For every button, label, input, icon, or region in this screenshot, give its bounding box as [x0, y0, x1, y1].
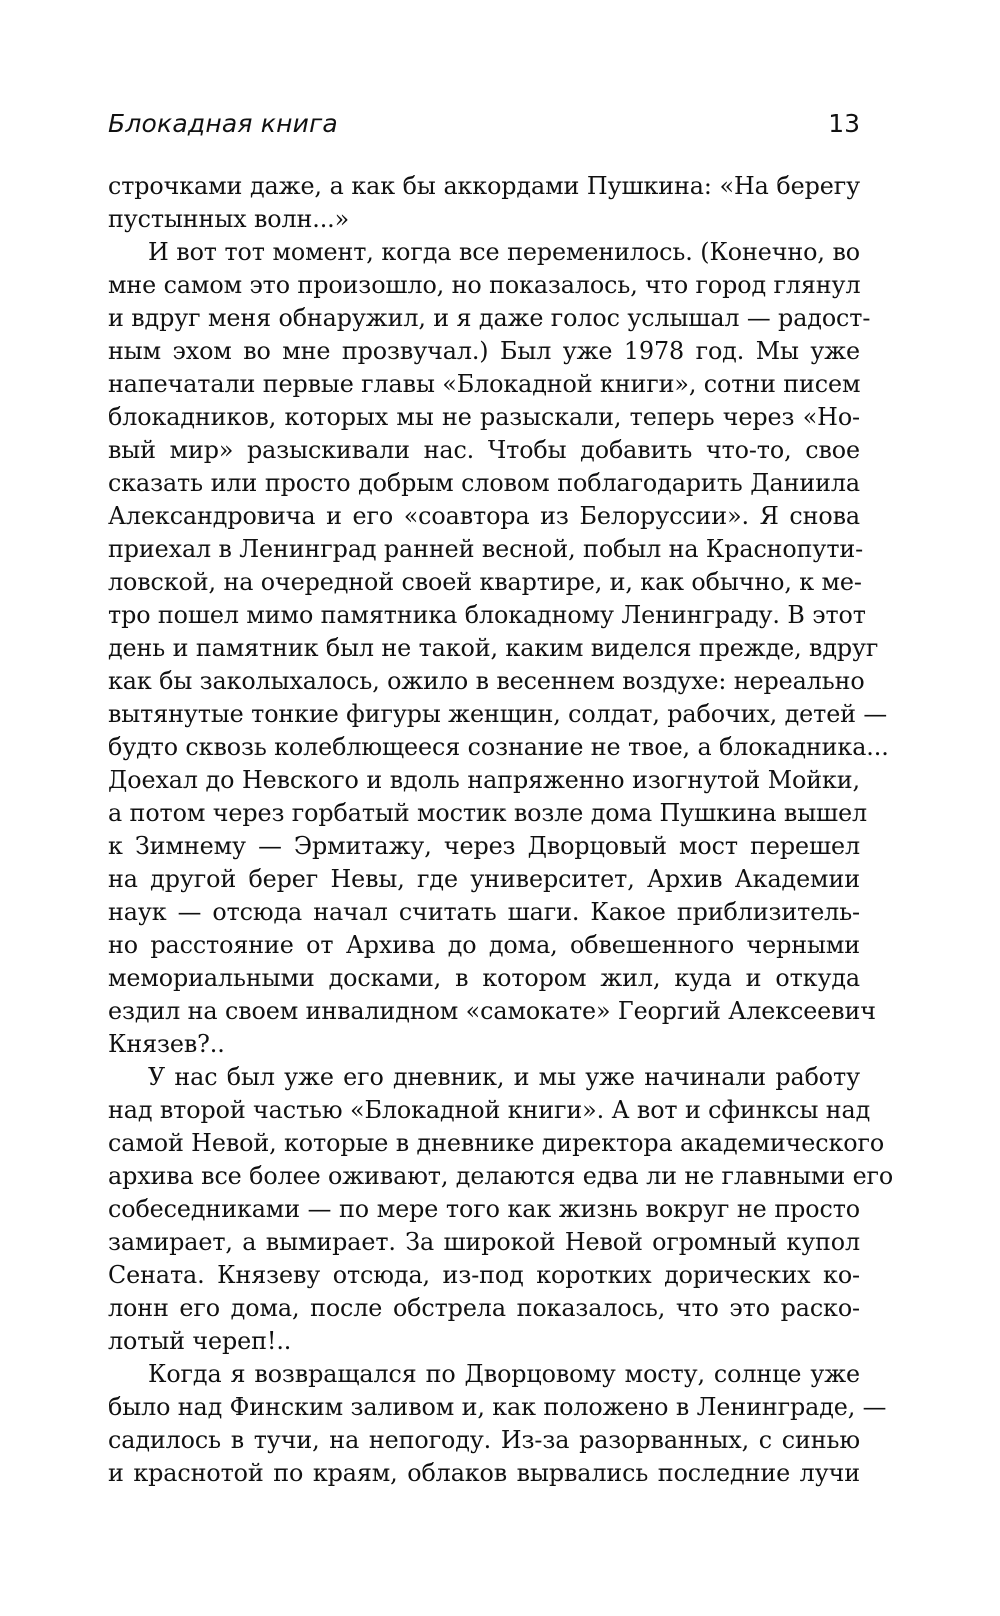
running-title: Блокадная книга	[108, 109, 338, 138]
text-line: как бы заколыхалось, ожило в весеннем воздухе: нереально	[108, 667, 865, 695]
text-line: и вдруг меня обнаружил, и я даже голос услышал — радост-	[108, 304, 871, 332]
text-line: пустынных волн...»	[108, 205, 350, 233]
text-line: строчками даже, а как бы аккордами Пушкина: «На берегу	[108, 172, 860, 200]
text-line: самой Невой, которые в дневнике директора академического	[108, 1129, 885, 1157]
text-line: И вот тот момент, когда все переменилось. (Конечно, во	[148, 238, 860, 266]
text-line: но расстояние от Архива до дома, обвешенного черными	[108, 931, 860, 959]
text-line: над второй частью «Блокадной книги». А вот и сфинксы над	[108, 1096, 871, 1124]
text-line: мне самом это произошло, но показалось, что город глянул	[108, 271, 861, 299]
text-line: замирает, а вымирает. За широкой Невой огромный купол	[108, 1228, 860, 1256]
page-number: 13	[828, 109, 860, 138]
text-line: ловской, на очередной своей квартире, и, как обычно, к ме-	[108, 568, 862, 596]
text-line: ездил на своем инвалидном «самокате» Георгий Алексеевич	[108, 997, 876, 1025]
text-line: сказать или просто добрым словом поблагодарить Даниила	[108, 469, 860, 497]
text-line: напечатали первые главы «Блокадной книги», сотни писем	[108, 370, 861, 398]
text-line: вытянутые тонкие фигуры женщин, солдат, рабочих, детей —	[108, 700, 888, 728]
text-line: мемориальными досками, в котором жил, куда и откуда	[108, 964, 860, 992]
text-line: Князев?..	[108, 1030, 225, 1058]
text-line: и краснотой по краям, облаков вырвались последние лучи	[108, 1459, 860, 1487]
text-line: У нас был уже его дневник, и мы уже начинали работу	[148, 1063, 860, 1091]
body-text	[108, 170, 894, 1490]
text-line: блокадников, которых мы не разыскали, теперь через «Но-	[108, 403, 860, 431]
text-line: наук — отсюда начал считать шаги. Какое приблизитель-	[108, 898, 860, 926]
text-line: вый мир» разыскивали нас. Чтобы добавить что-то, свое	[108, 436, 860, 464]
text-line: приехал в Ленинград ранней весной, побыл на Краснопути-	[108, 535, 864, 563]
text-line: лотый череп!..	[108, 1327, 292, 1355]
text-line: тро пошел мимо памятника блокадному Ленинграду. В этот	[108, 601, 866, 629]
text-line: лонн его дома, после обстрела показалось, что это раско-	[108, 1294, 860, 1322]
text-line: на другой берег Невы, где университет, Архив Академии	[108, 865, 860, 893]
text-line: Когда я возвращался по Дворцовому мосту, солнце уже	[148, 1360, 860, 1388]
text-line: ным эхом во мне прозвучал.) Был уже 1978 год. Мы уже	[108, 337, 860, 365]
text-line: а потом через горбатый мостик возле дома Пушкина вышел	[108, 799, 868, 827]
text-line: день и памятник был не такой, каким виделся прежде, вдруг	[108, 634, 879, 662]
text-line: будто сквозь колеблющееся сознание не твое, а блокадника...	[108, 733, 889, 761]
text-line: к Зимнему — Эрмитажу, через Дворцовый мост перешел	[108, 832, 860, 860]
text-line: собеседниками — по мере того как жизнь вокруг не просто	[108, 1195, 860, 1223]
text-line: архива все более оживают, делаются едва ли не главными его	[108, 1162, 894, 1190]
text-line: Доехал до Невского и вдоль напряженно изогнутой Мойки,	[108, 766, 860, 794]
running-head	[108, 104, 860, 144]
text-line: Сената. Князеву отсюда, из-под коротких дорических ко-	[108, 1261, 860, 1289]
text-line: было над Финским заливом и, как положено в Ленинграде, —	[108, 1393, 887, 1421]
text-line: Александровича и его «соавтора из Белоруссии». Я снова	[108, 502, 860, 530]
text-line: садилось в тучи, на непогоду. Из-за разорванных, с синью	[108, 1426, 860, 1454]
